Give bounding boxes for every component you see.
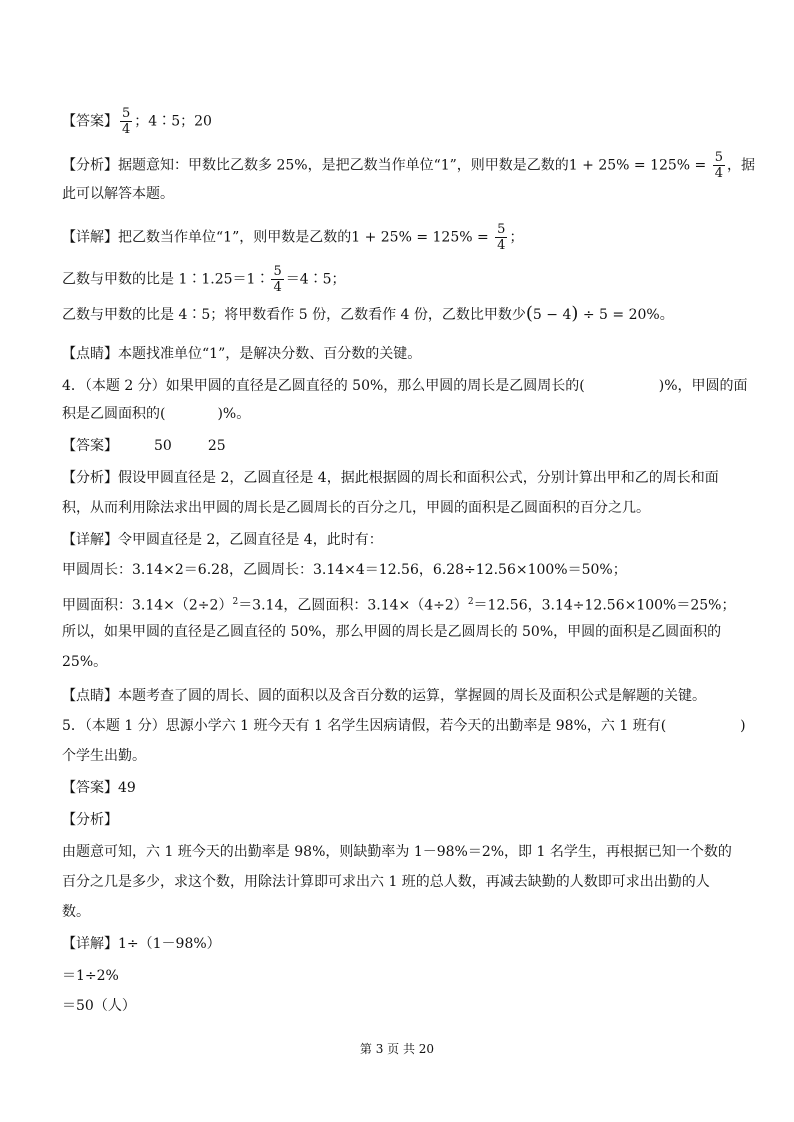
answer-value: 25: [207, 438, 226, 454]
comment-label: 【点睛】: [62, 688, 118, 704]
q3-detail: [62, 222, 523, 253]
page-footer: 第 3 页 共 20: [359, 1042, 435, 1056]
q5-detail: [62, 934, 221, 954]
q4-question: [62, 376, 748, 396]
detail-text: 1÷（1－98%）: [118, 936, 221, 952]
q4-detail-line3: [62, 592, 735, 616]
fraction-numerator: 5: [273, 264, 282, 279]
fraction-denominator: 4: [122, 122, 131, 137]
analysis-label: 【分析】: [62, 157, 118, 174]
q5-analysis-label: 【分析】: [62, 812, 118, 828]
paren-expression: 5 − 4: [532, 307, 572, 323]
q4-answer: [62, 436, 226, 456]
analysis-text: 据题意知：甲数比乙数多 25%，是把乙数当作单位“1”，则甲数是乙数的1 + 25% = 125% =: [118, 157, 711, 174]
detail-text: ＝3.14，乙圆面积：3.14×（4÷2）: [238, 597, 468, 614]
q4-detail: [62, 530, 383, 550]
fraction-denominator: 4: [497, 238, 506, 253]
answer-value: 49: [118, 780, 136, 796]
comment-text: 本题找准单位“1”，是解决分数、百分数的关键。: [118, 346, 422, 362]
q4-comment: [62, 686, 706, 706]
q4-detail-line2: 甲圆周长：3.14×2＝6.28，乙圆周长：3.14×4＝12.56，6.28÷12.56×100%＝50%；: [62, 562, 627, 578]
answer-text: ；4∶5；20: [134, 113, 212, 130]
fraction: [713, 150, 725, 181]
q5-analysis-line3: 数。: [62, 904, 90, 920]
ratio-text: 乙数与甲数的比是 1∶1.25＝1∶: [62, 271, 270, 288]
detail-label: 【详解】: [62, 229, 118, 246]
detail-text: ；: [509, 229, 524, 246]
paren-close: ): [571, 303, 579, 324]
detail-text: 甲圆面积：3.14×（2÷2）: [62, 597, 233, 614]
q4-detail-line5: 25%。: [62, 654, 108, 670]
answer-label: 【答案】: [62, 113, 118, 130]
ratio-text: ÷ 5 = 20%。: [578, 307, 674, 323]
analysis-text: ，据: [727, 157, 756, 174]
fraction-denominator: 4: [273, 280, 282, 295]
question-text: )%。: [217, 406, 251, 422]
detail-text: 令甲圆直径是 2，乙圆直径是 4，此时有：: [118, 532, 383, 548]
q5-question-line2: 个学生出勤。: [62, 748, 146, 764]
ratio-text: ＝4∶5；: [285, 271, 346, 288]
fraction-numerator: 5: [714, 150, 724, 165]
ratio-text: 乙数与甲数的比是 4∶5；将甲数看作 5 份，乙数看作 4 份，乙数比甲数少: [62, 307, 526, 323]
q5-question: [62, 716, 746, 736]
fraction-numerator: 5: [497, 222, 506, 237]
detail-label: 【详解】: [62, 532, 118, 548]
q3-ratio: [62, 264, 346, 295]
q4-question-line2: [62, 404, 250, 424]
q3-analysis: [62, 150, 755, 181]
detail-label: 【详解】: [62, 936, 118, 952]
comment-text: 本题考查了圆的周长、圆的面积以及含百分数的运算，掌握圆的周长及面积公式是解题的关键。: [118, 688, 706, 704]
fraction: [495, 222, 507, 253]
comment-label: 【点睛】: [62, 346, 118, 362]
fraction-denominator: 4: [714, 166, 724, 181]
q3-ratio2: [62, 304, 674, 325]
detail-text: ＝12.56，3.14÷12.56×100%＝25%；: [473, 597, 736, 614]
fraction-numerator: 5: [122, 106, 131, 121]
question-text: 4．（本题 2 分）如果甲圆的直径是乙圆直径的 50%，那么甲圆的周长是乙圆周长的(: [62, 378, 585, 394]
analysis-text: 假设甲圆直径是 2，乙圆直径是 4，据此根据圆的周长和面积公式，分别计算出甲和乙的周长和面: [118, 470, 719, 486]
question-text: )%，甲圆的面: [658, 378, 748, 394]
q3-answer: [62, 106, 212, 137]
question-text: 积是乙圆面积的(: [62, 406, 166, 422]
q4-analysis-line2: 积，从而利用除法求出甲圆的周长是乙圆周长的百分之几，甲圆的面积是乙圆面积的百分之几。: [62, 500, 650, 516]
q5-analysis-line2: 百分之几是多少，求这个数，用除法计算即可求出六 1 班的总人数，再减去缺勤的人数即可求出出勤的人: [62, 874, 710, 890]
answer-label: 【答案】: [62, 438, 118, 454]
q4-detail-line4: 所以，如果甲圆的直径是乙圆直径的 50%，那么甲圆的周长是乙圆周长的 50%，甲圆的面积是乙圆面积的: [62, 624, 722, 640]
answer-label: 【答案】: [62, 780, 118, 796]
q3-comment: [62, 344, 421, 364]
q5-answer: [62, 778, 136, 798]
q4-analysis: [62, 468, 719, 488]
question-text: ): [740, 718, 746, 734]
q5-detail-line2: ＝1÷2%: [62, 968, 119, 984]
q5-detail-line3: ＝50（人）: [62, 998, 136, 1014]
analysis-label: 【分析】: [62, 470, 118, 486]
detail-text: 把乙数当作单位“1”，则甲数是乙数的1 + 25% = 125% =: [118, 229, 494, 246]
fraction: [120, 106, 132, 137]
exponent: 2: [467, 597, 474, 607]
exponent: 2: [232, 597, 239, 607]
paren-open: (: [525, 303, 533, 324]
question-text: 5．（本题 1 分）思源小学六 1 班今天有 1 名学生因病请假，若今天的出勤率是 98%，六 1 班有(: [62, 718, 667, 734]
q3-analysis-line2: 此可以解答本题。: [62, 186, 174, 202]
q5-analysis-line1: 由题意可知，六 1 班今天的出勤率是 98%，则缺勤率为 1－98%＝2%，即 1 名学生，再根据已知一个数的: [62, 844, 732, 860]
answer-value: 50: [154, 438, 172, 454]
fraction: [271, 264, 283, 295]
